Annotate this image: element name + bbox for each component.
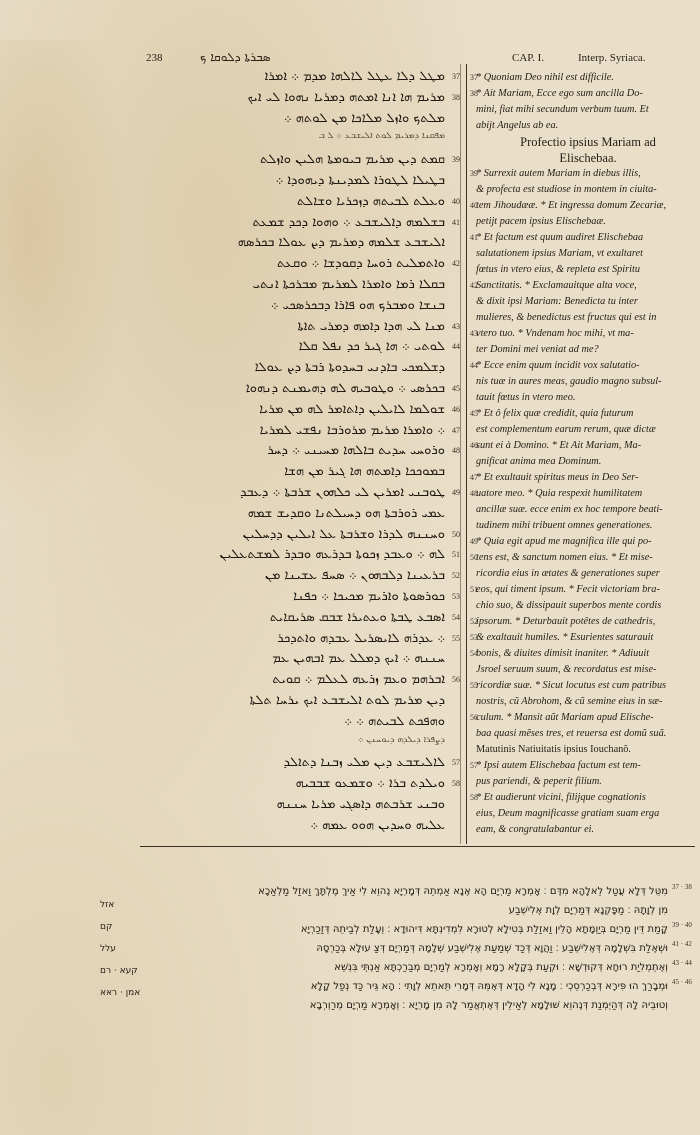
syriac-line: ܒܫܠܡܗ ܕܐܠܝܫܒܥ ܀ ܘܗܘܐ ܕܟܕ ܫܡܥܬ <box>252 215 445 229</box>
latin-line: ipsorum. * Deturbauit potêtes de cathedris, <box>476 616 656 627</box>
verse-number: 48 <box>470 489 478 498</box>
hebrew-margin-note: עלל <box>100 944 116 954</box>
syriac-line: ܐܠܝܫܒܥ ܫܠܡܗ ܕܡܪܝܡ ܕܨ ܥܘܠܐ ܒܟܪܣܗ <box>237 236 445 250</box>
latin-line: mulieres, & benedictus est fructus qui est in <box>476 312 657 323</box>
verse-number: 55 <box>452 633 460 643</box>
hebrew-margin-note: קעא · רם <box>100 966 138 976</box>
verse-number: 39 <box>470 169 478 178</box>
syriac-line: ܡܛܠ ܕܠܐ ܥܛܠ ܠܐܠܗܐ ܡܕܡ ܀ ܐܡܪܐ <box>264 70 445 83</box>
hebrew-line: מִטֻּל דְּלָא עֲטַל לֵאלָהָא מִדֶּם ׃ אָמְרָא מַרְיָם הָא אֶנָא אַמְתֵהּ דְּמָרְיָא נֶהוֵא לִי אַיךְ מֶלְתָּךְ וַאזַל מַלְאַכָא <box>258 886 668 897</box>
latin-line: & dixit ipsi Mariam: Benedicta tu inter <box>476 296 638 307</box>
latin-line: vtero tuo. * Vndenam hoc mihi, vt ma- <box>476 328 634 339</box>
latin-line: mini, fiat mihi secundum verbum tuum. Et <box>476 104 649 115</box>
latin-line: ricordia eius in ætates & generationes super <box>476 568 660 579</box>
verse-number: 50 <box>470 553 478 562</box>
syriac-line: ܒܪܥܝܢܐ ܕܠܒܗܘܢ ܀ ܣܚܦ ܥܫܝܢܐ ܡܢ <box>264 569 445 583</box>
latin-line: * Et exultauit spiritus meus in Deo Ser- <box>476 472 639 483</box>
latin-line: * Quoniam Deo nihil est difficile. <box>476 72 614 83</box>
interp-heading: Interp. Syriaca. <box>578 52 646 64</box>
syriac-section-title: ܡܦܩܢܐ ܕܡܪܝܡ ܠܘܬ ܐܠܝܫܒܥ ܀ ܠ ܒ <box>318 132 445 142</box>
latin-line: culum. * Mansit aũt Mariam apud Elische- <box>476 712 654 723</box>
latin-line: & profecta est studiose in montem in ciuita- <box>476 184 657 195</box>
verse-number: 37 <box>470 73 478 82</box>
latin-line: Jsroel seruum suum, & recordatus est mise- <box>476 664 657 675</box>
latin-line: abijt Angelus ab ea. <box>476 120 559 131</box>
verse-number: 55 <box>470 681 478 690</box>
verse-number: 40 <box>452 196 460 206</box>
hebrew-margin-note: קם <box>100 922 113 932</box>
hebrew-verse-numbers: 39 · 40 <box>672 921 692 929</box>
verse-number: 53 <box>452 592 460 601</box>
verse-number: 38 <box>452 92 460 102</box>
verse-number: 51 <box>452 550 460 560</box>
verse-number: 43 <box>452 321 460 331</box>
latin-line: uatore meo. * Quia respexit humilitatem <box>476 488 643 499</box>
latin-line: bonis, & diuites dimisit inaniter. * Adiuuit <box>476 648 650 659</box>
syriac-section-title: ܕܨܦܪܐ ܕܝܠܕܗ ܕܝܘܚܢܢ ܀ <box>357 735 445 745</box>
verse-number: 37 <box>452 72 460 81</box>
verse-number: 56 <box>452 675 460 685</box>
hebrew-margin-note: אזל <box>100 900 115 910</box>
verse-number: 44 <box>452 342 460 352</box>
verse-number: 48 <box>452 446 460 456</box>
verse-number: 52 <box>452 571 460 581</box>
syriac-line: ܘܚܢܢܗ ܠܕܪܐ ܘܫܪܒܬܐ ܥܠ ܐܝܠܝܢ ܕܕܚܠܝܢ <box>242 527 445 541</box>
syriac-line: ܘܐܬܡܠܝܬ ܪܘܚܐ ܕܩܘܕܫܐ ܀ ܘܩܥܬ <box>277 257 445 271</box>
verse-number: 50 <box>452 529 460 539</box>
verse-number: 38 <box>470 89 478 98</box>
verse-number: 47 <box>470 473 478 482</box>
latin-line: Sanctitatis. * Exclamauitque alta voce, <box>476 280 637 291</box>
latin-line: & exaltauit humiles. * Esurientes saturauit <box>476 632 654 643</box>
verse-number: 57 <box>452 758 460 768</box>
syriac-line: ܩܡܬ ܕܝܢ ܡܪܝܡ ܒܝܘܡܬܐ ܗܠܝܢ ܘܐܙܠܬ <box>260 153 445 167</box>
syriac-line: ܀ ܥܕܪܗ ܠܐܝܣܪܝܠ ܥܒܕܗ ܘܐܬܕܟܪ <box>277 631 445 645</box>
page-number: 238 <box>146 52 163 64</box>
syriac-running-head: ܣܒܪܬܐ ܕܠܘܩܐ ܟ <box>200 50 271 64</box>
hebrew-verse-numbers: 41 · 42 <box>672 940 692 948</box>
hebrew-line: וְטוּבֵיהּ לָהּ דְּהַיְמְנַת דְּנֶהוֵא שׁוּלָמָא לְאַילֵין דְּאֶתְאֲמַר לָהּ מִן מָרְיָא ׃ וְאָמְרָא מַרְיָם מְרַוְרְבָא <box>309 1000 668 1011</box>
latin-line: ter Domini mei veniat ad me? <box>476 344 599 355</box>
latin-line: petijt pacem ipsius Elischebaæ. <box>476 216 606 227</box>
syriac-line: ܡܢܐ ܠܝ ܗܕܐ ܕܐܡܗ ܕܡܪܝ ܬܐܬܐ <box>297 319 445 333</box>
verse-number: 42 <box>470 281 478 290</box>
latin-line: * Et audierunt vicini, filijque cognationis <box>476 792 646 803</box>
verse-number: 57 <box>470 761 478 770</box>
verse-number: 51 <box>470 585 478 594</box>
hebrew-line: קָמַת דֵּין מַרְיָם בְּיַוְמָתָא הָלֵין וַאזַלַת בְּטִילָא לְטוּרָא לִמְדִינְתָּא דִּיהוּדָא ׃ וְעָלַת לְבַיתֵהּ דְּזַכַרְיָא <box>300 924 668 935</box>
syriac-line: ܕܫܠܡܟܝ ܒܐܕܢܝ ܒܚܕܘܬܐ ܪܒܬܐ ܕܨ ܥܘܠܐ <box>254 361 445 375</box>
section-rule <box>140 846 695 847</box>
latin-line: tudinem mihi tribuent omnes generationes. <box>476 520 653 531</box>
verse-number: 41 <box>470 233 478 242</box>
syriac-line: ܘܥܠܬ ܠܒܝܬܗ ܕܙܟܪܝܐ ܘܫܐܠܬ <box>297 194 445 208</box>
latin-line: eam, & congratulabantur ei. <box>476 824 595 835</box>
latin-line: chio suo, & dissipauit superbos mente cordis <box>476 600 662 611</box>
verse-number: 45 <box>470 409 478 418</box>
syriac-line: ܐܒܪܗܡ ܘܥܡ ܙܪܥܗ ܠܥܠܡ ܀ ܩܘܝܬ <box>272 673 445 687</box>
syriac-line: ܡܪܝܡ ܗܐ ܐܢܐ ܐܡܬܗ ܕܡܪܝܐ ܢܗܘܐ ܠܝ ܐܝܟ <box>247 90 445 104</box>
syriac-line: ܫܘܠܡܐ ܠܐܝܠܝܢ ܕܐܬܐܡܪ ܠܗ ܡܢ ܡܪܝܐ <box>259 402 445 416</box>
latin-line: eius, Deum magnificasse gratiam suam erga <box>476 808 660 819</box>
latin-line: Matutinis Natiuitatis ipsius Iouchanõ. <box>476 744 632 755</box>
latin-line: tens est, & sanctum nomen eius. * Et mise- <box>476 552 653 563</box>
verse-number: 42 <box>452 259 460 269</box>
paper-stain <box>0 40 130 520</box>
syriac-line: ܟܘܪܣܘܬܐ ܘܐܪܝܡ ܡܟܝܟܐ ܀ ܟܦܢܐ <box>293 590 445 603</box>
hebrew-verse-numbers: 45 · 46 <box>672 978 692 986</box>
syriac-line: ܛܘܒܢܝ ܐܡܪܝܢ ܠܝ ܟܠܗܘܢ ܫܪܒܬܐ ܀ ܕܥܒܕ <box>240 486 445 499</box>
syriac-line: ܘܗܦܟܬ ܠܒܝܬܗ ܀ ܀ <box>344 714 445 728</box>
hebrew-line: וּשְׁאֶלַת בִּשְׁלָמָהּ דְּאֶלִישְׁבַע ׃ וַהֲוָא דְּכַד שְׁמַעַת אֶלִישְׁבַע שְׁלָמָהּ דְּמַרְיָם דְּצַ עוּלָא בְּכַרְסָהּ <box>316 943 668 954</box>
verse-number: 47 <box>452 425 460 435</box>
syriac-line: ܀ ܘܐܡܪܐ ܡܪܝܡ ܡܪܘܪܒܐ ܢܦܫܝ ܠܡܪܝܐ <box>259 423 445 437</box>
latin-line: nostris, cũ Abrohom, & cũ semine eius in sæ- <box>476 696 663 707</box>
verse-number: 45 <box>452 384 460 393</box>
latin-line: * Ait Mariam, Ecce ego sum ancilla Do- <box>476 88 643 99</box>
syriac-line: ܘܒܢܝ ܫܪܒܬܗ ܕܐܣܓܝ ܡܪܝܐ ܚܢܢܗ <box>276 798 445 811</box>
verse-number: 46 <box>470 441 478 450</box>
syriac-line: ܒܛܝܠܐ ܠܛܘܪܐ ܠܡܕܝܢܬܐ ܕܝܗܘܕܐ ܀ <box>275 174 445 187</box>
latin-line: baa quasi mẽses tres, et reuersa est domũ suã. <box>476 728 667 739</box>
latin-line: * Ipsi autem Elischebaa factum est tem- <box>476 760 641 771</box>
latin-line: pus pariendi, & peperit filium. <box>476 776 602 787</box>
latin-line: * Ecce enim quum incidit vox salutatio- <box>476 360 640 371</box>
hebrew-line: מִן לְוָתָהּ ׃ מַפָּקְנָא דְּמַרְיָם לְוָת אֶלִישְׁבַע <box>508 905 668 916</box>
syriac-line: ܒܩܠܐ ܪܡܐ ܘܐܡܪܐ ܠܡܪܝܡ ܡܒܪܟܬܐ ܐܢܬܝ <box>252 278 445 291</box>
verse-number: 53 <box>470 633 478 642</box>
hebrew-margin-note: אמן · ראא <box>100 988 141 998</box>
syriac-line: ܡܠܬܟ ܘܐܙܠ ܡܠܐܟܐ ܡܢ ܠܘܬܗ ܀ <box>283 111 445 125</box>
verse-number: 54 <box>470 649 478 658</box>
latin-line: gnificat anima mea Dominum. <box>476 456 602 467</box>
syriac-line: ܐܣܒܥ ܛܒܬܐ ܘܥܬܝܪܐ ܫܒܩ ܣܪܝܩܐܝܬ <box>269 610 445 624</box>
latin-line: salutationem ipsius Mariam, vt exultaret <box>476 248 643 259</box>
verse-number: 43 <box>470 329 478 338</box>
latin-line: * Quia egit apud me magnifica ille qui po- <box>476 536 652 547</box>
syriac-line: ܚܢܢܗ ܀ ܐܝܟ ܕܡܠܠ ܥܡ ܐܒܗܝܢ ܥܡ <box>272 652 445 666</box>
verse-number: 41 <box>452 217 460 227</box>
latin-line: nis tuæ in aures meas, gaudio magno subsul- <box>476 376 662 387</box>
latin-line: ancillæ suæ. ecce enim ex hoc tempore beati- <box>476 504 663 515</box>
syriac-line: ܒܟܪܣܝ ܀ ܘܛܘܒܝܗ ܠܗ ܕܗܝܡܢܬ ܕܢܗܘܐ <box>245 382 445 395</box>
syriac-line: ܒܡܘܟܟܐ ܕܐܡܬܗ ܗܐ ܓܝܪ ܡܢ ܗܫܐ <box>284 465 445 479</box>
syriac-line: ܒܢܫܐ ܘܡܒܪܟ ܗܘ ܦܐܪܐ ܕܒܟܪܣܟܝ ܀ <box>270 298 445 312</box>
hebrew-line: וְאֶתְמְלִיַת רוּחָא דְּקוּדְשָׁא ׃ וּקְעַת בְּקָלָא רָמָא וְאָמְרָא לְמַרְיָם מְבַרַכְתָּא אַנְתְּי בִּנְשֵׁא <box>334 962 668 973</box>
latin-section-title: Profectio ipsius Mariam ad <box>520 136 656 149</box>
latin-line: * Et factum est quum audiret Elischebaa <box>476 232 644 243</box>
verse-number: 56 <box>470 713 478 722</box>
latin-section-title: Elischebaa. <box>559 152 617 165</box>
latin-line: fœtus in vtero eius, & repleta est Spiritu <box>476 264 640 275</box>
hebrew-line: וּמְבָרַךְ הוּ פִּירָא דְּבְכַרְסֵכְי ׃ מָנָא לִי הָדָא דְּאֶמֵּהּ דְּמָרִי תֵּאתֵא לְוָתִי ׃ הָא גֵּיר כַּד נְפַל קָלָא <box>310 981 668 992</box>
latin-line: sunt ei à Domino. * Et Ait Mariam, Ma- <box>476 440 642 451</box>
latin-line: ricordiæ suæ. * Sicut locutus est cum patribus <box>476 680 667 691</box>
syriac-line: ܠܘܬܝ ܀ ܗܐ ܓܝܪ ܟܕ ܢܦܠ ܩܠܐ <box>298 340 445 354</box>
verse-number: 58 <box>452 779 460 789</box>
hebrew-verse-numbers: 37 · 38 <box>672 883 692 891</box>
latin-line: tauit fœtus in vtero meo. <box>476 392 576 403</box>
chapter-heading: CAP. I. <box>512 52 545 64</box>
verse-number: 39 <box>452 155 460 165</box>
hebrew-verse-numbers: 43 · 44 <box>672 959 692 967</box>
syriac-line: ܥܠܝܗ ܘܚܕܝܢ ܗܘܘ ܥܡܗ ܀ <box>310 818 445 832</box>
latin-line: tem Jihoudææ. * Et ingressa domum Zecariæ, <box>476 200 667 211</box>
latin-line: est complementum earum rerum, quæ dictæ <box>476 424 656 435</box>
verse-number: 49 <box>470 537 478 546</box>
syriac-line: ܠܗ ܀ ܘܥܒܕ ܙܟܘܬܐ ܒܕܪܥܗ ܘܒܕܪ ܠܡܫܬܥܠܝܢ <box>219 548 445 562</box>
verse-number: 44 <box>470 361 478 370</box>
latin-line: * Et ô felix quæ credidit, quia futurum <box>476 408 634 419</box>
verse-number: 54 <box>452 612 460 622</box>
syriac-line: ܠܐܠܝܫܒܥ ܕܝܢ ܡܠܝ ܙܒܢܐ ܕܬܐܠܕ <box>283 756 445 770</box>
syriac-line: ܕܝܢ ܡܪܝܡ ܠܘܬ ܐܠܝܫܒܥ ܐܝܟ ܝܪܚܐ ܬܠܬܐ <box>249 694 445 707</box>
verse-number: 52 <box>470 617 478 626</box>
latin-line: eos, qui timent ipsum. * Fecit victoriam bra- <box>476 584 660 595</box>
verse-number: 58 <box>470 793 478 802</box>
syriac-line: ܥܡܝ ܪܘܪܒܬܐ ܗܘ ܕܚܝܠܬܢܐ ܘܩܕܝܫ ܫܡܗ <box>247 506 445 520</box>
syriac-line: ܘܪܘܚܝ ܚܕܝܬ ܒܐܠܗܐ ܡܚܝܢܝ ܀ ܕܚܪ <box>267 444 445 458</box>
verse-number: 40 <box>470 201 478 210</box>
verse-number: 46 <box>452 404 460 414</box>
syriac-line: ܘܝܠܕܬ ܒܪܐ ܀ ܘܫܡܥܘ ܫܒܒܝܗ <box>295 777 445 791</box>
latin-line: * Surrexit autem Mariam in diebus illis, <box>476 168 641 179</box>
column-rule-inner <box>460 64 461 844</box>
column-rule <box>466 64 467 844</box>
verse-number: 49 <box>452 488 460 497</box>
